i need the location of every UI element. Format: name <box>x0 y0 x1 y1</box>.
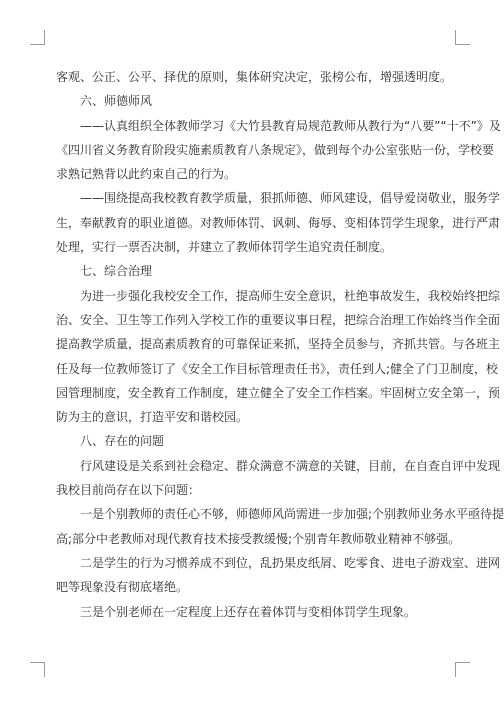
paragraph-line: 高;部分中老教师对现代教育技术接受教缓慢;个别青年教师敬业精神不够强。 <box>56 531 461 546</box>
paragraph-line: ——认真组织全体教师学习《大竹县教育局规范教师从教行为“八要”“十不”》及 <box>80 118 501 133</box>
paragraph-line: 园管理制度，安全教育工作制度，建立健全了安全工作档案。牢固树立安全第一，预 <box>56 385 501 400</box>
paragraph-line: 吧等现象没有彻底堵绝。 <box>56 580 189 595</box>
paragraph-line: 求熟记熟背以此约束自己的行为。 <box>56 167 237 182</box>
crop-mark-top-left <box>30 30 45 45</box>
paragraph-line: 二是学生的行为习惯养成不到位，乱扔果皮纸屑、吃零食、进电子游戏室、进网 <box>80 555 501 570</box>
paragraph-line: 提高教学质量，提高素质教育的可靠保证来抓，坚持全员参与，齐抓共管。与各班主 <box>56 337 501 352</box>
paragraph-line: 我校目前尚存在以下问题： <box>56 483 201 498</box>
crop-mark-top-right <box>455 30 470 45</box>
paragraph-line: 一是个别教师的责任心不够，师德师风尚需进一步加强;个别教师业务水平亟待提 <box>80 507 504 522</box>
paragraph-line: 任及每一位教师签订了《安全工作目标管理责任书》，责任到人;健全了门卫制度，校 <box>56 361 499 376</box>
paragraph-line: 治、安全、卫生等工作列入学校工作的重要议事日程，把综合治理工作始终当作全面 <box>56 312 501 327</box>
crop-mark-bottom-left <box>30 662 45 677</box>
document-body <box>56 65 504 624</box>
paragraph-line: 行风建设是关系到社会稳定、群众满意不满意的关键，目前，在自查自评中发现 <box>80 458 501 473</box>
section-heading-problems: 八、存在的问题 <box>80 434 165 449</box>
section-heading-governance: 七、综合治理 <box>80 264 153 279</box>
paragraph-line: 处理，实行一票否决制，并建立了教师体罚学生追究责任制度。 <box>56 240 393 255</box>
paragraph-line: 《四川省义务教育阶段实施素质教育八条规定》，做到每个办公室张贴一份，学校要 <box>56 142 495 157</box>
paragraph-line: 客观、公正、公平、择优的原则，集体研究决定，张榜公布，增强透明度。 <box>56 70 453 84</box>
paragraph-line: ——围绕提高我校教育教学质量，狠抓师德、师风建设，倡导爱岗敬业，服务学 <box>80 191 501 206</box>
crop-mark-bottom-right <box>455 662 470 677</box>
paragraph-line: 三是个别老师在一定程度上还存在着体罚与变相体罚学生现象。 <box>80 604 417 619</box>
paragraph-line: 为进一步强化我校安全工作，提高师生安全意识，杜绝事故发生，我校始终把综 <box>80 288 501 303</box>
paragraph-line: 生，奉献教育的职业道德。对教师体罚、讽刺、侮辱、变相体罚学生现象，进行严肃 <box>56 215 501 230</box>
section-heading-ethics: 六、师德师风 <box>80 94 153 109</box>
paragraph-line: 防为主的意识，打造平安和谐校园。 <box>56 410 249 425</box>
